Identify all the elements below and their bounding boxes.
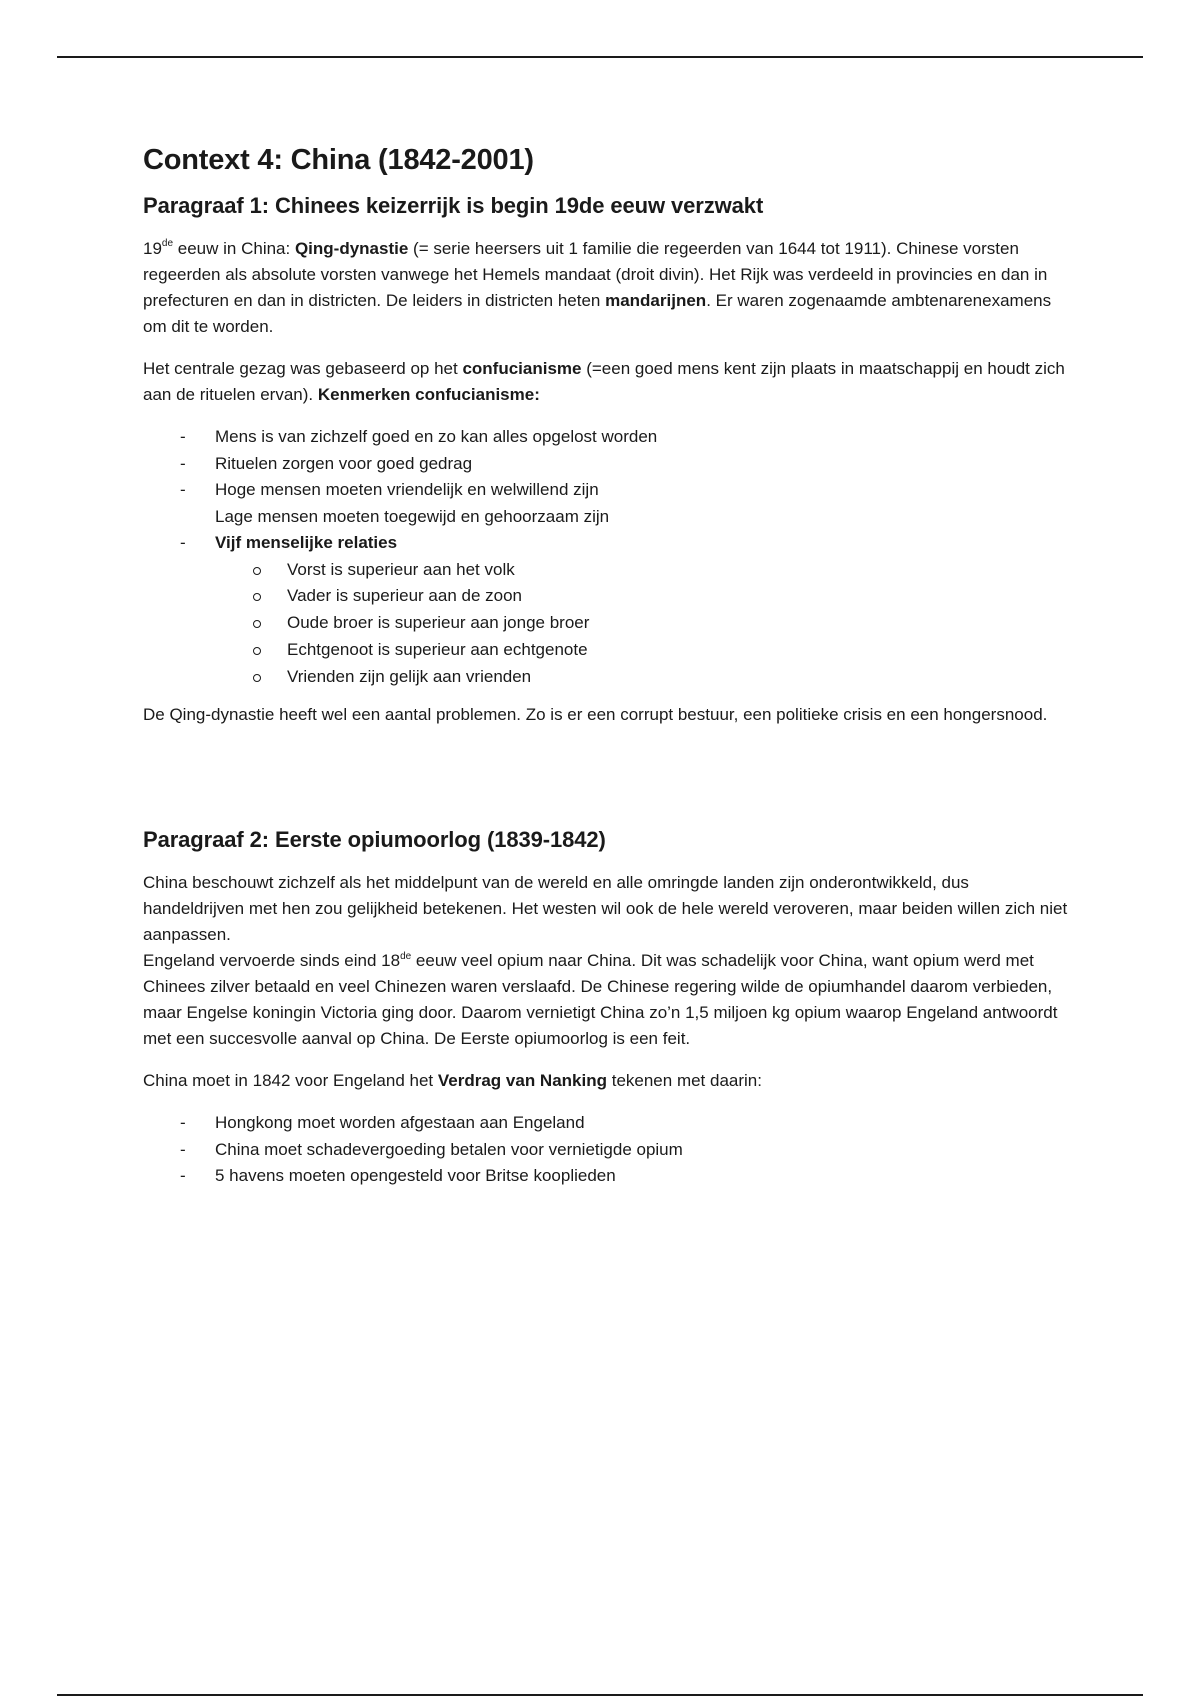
list-item: - China moet schadevergoeding betalen voor vernietigde opium <box>143 1137 1073 1164</box>
relation-item: Oude broer is superieur aan jonge broer <box>215 610 1073 637</box>
header-rule <box>57 56 1143 58</box>
relation-item: Vorst is superieur aan het volk <box>215 557 1073 584</box>
list-item: - Rituelen zorgen voor goed gedrag <box>143 451 1073 478</box>
confucianism-traits-list <box>143 424 1073 690</box>
section-1-paragraph-3: De Qing-dynastie heeft wel een aantal problemen. Zo is er een corrupt bestuur, een politieke crisis en een hongersnood. <box>143 705 1048 725</box>
list-item: Lage mensen moeten toegewijd en gehoorzaam zijn <box>215 506 610 526</box>
list-item-relations <box>143 530 1073 690</box>
list-item: - 5 havens moeten opengesteld voor Britse kooplieden <box>143 1163 1073 1190</box>
section-2-paragraph-2: Engeland vervoerde sinds eind 18de eeuw veel opium naar China. Dit was schadelijk voor China, want opium werd met Chinees zilver betaald en veel Chinezen waren verslaafd. De Chinese regering wilde de opiumhandel daarom verbieden, maar Engelse koningin Victoria ging door. Daarom vernietigt China zo’n 1,5 miljoen kg opium waarop Engeland antwoordt met een succesvolle aanval op China. De Eerste opiumoorlog is een feit. <box>143 950 1058 1049</box>
section-1-heading: Paragraaf 1: Chinees keizerrijk is begin 19de eeuw verzwakt <box>143 193 764 218</box>
section-1-paragraph-1: 19de eeuw in China: Qing-dynastie (= serie heersers uit 1 familie die regeerden van 1644 tot 1911). Chinese vorsten regeerden als absolute vorsten vanwege het Hemels mandaat (droit divin). Het Rijk was verdeeld in provincies en dan in prefecturen en dan in districten. De leiders in districten heten mandarijnen. Er waren zogenaamde ambtenarenexamens om dit te worden. <box>143 238 1052 336</box>
document-title: Context 4: China (1842-2001) <box>143 144 534 176</box>
section-2-paragraph-1: China beschouwt zichzelf als het middelpunt van de wereld en alle omringde landen zijn onderontwikkeld, dus handeldrijven met hen zou gelijkheid betekenen. Het westen wil ook de hele wereld veroveren, maar beiden willen zich niet aanpassen. <box>143 873 1068 945</box>
relation-item: Vrienden zijn gelijk aan vrienden <box>215 664 1073 691</box>
relation-item: Vader is superieur aan de zoon <box>215 583 1073 610</box>
relations-label: Vijf menselijke relaties <box>215 533 398 552</box>
treaty-terms-list <box>143 1110 1073 1190</box>
list-item: - Hongkong moet worden afgestaan aan Engeland <box>143 1110 1073 1137</box>
section-2-heading: Paragraaf 2: Eerste opiumoorlog (1839-1842) <box>143 827 606 853</box>
relation-item: Echtgenoot is superieur aan echtgenote <box>215 637 1073 664</box>
section-1-paragraph-2: Het centrale gezag was gebaseerd op het confucianisme (=een goed mens kent zijn plaats in maatschappij en houdt zich aan de rituelen ervan). Kenmerken confucianisme: <box>143 359 1065 404</box>
section-2-paragraph-3: China moet in 1842 voor Engeland het Verdrag van Nanking tekenen met daarin: <box>143 1071 762 1091</box>
relations-list <box>215 557 1073 691</box>
list-item: - Mens is van zichzelf goed en zo kan alles opgelost worden <box>143 424 1073 451</box>
document-body <box>143 140 1073 1202</box>
footer-rule <box>57 1694 1143 1696</box>
list-item: - Hoge mensen moeten vriendelijk en welwillend zijn <box>143 477 1073 504</box>
